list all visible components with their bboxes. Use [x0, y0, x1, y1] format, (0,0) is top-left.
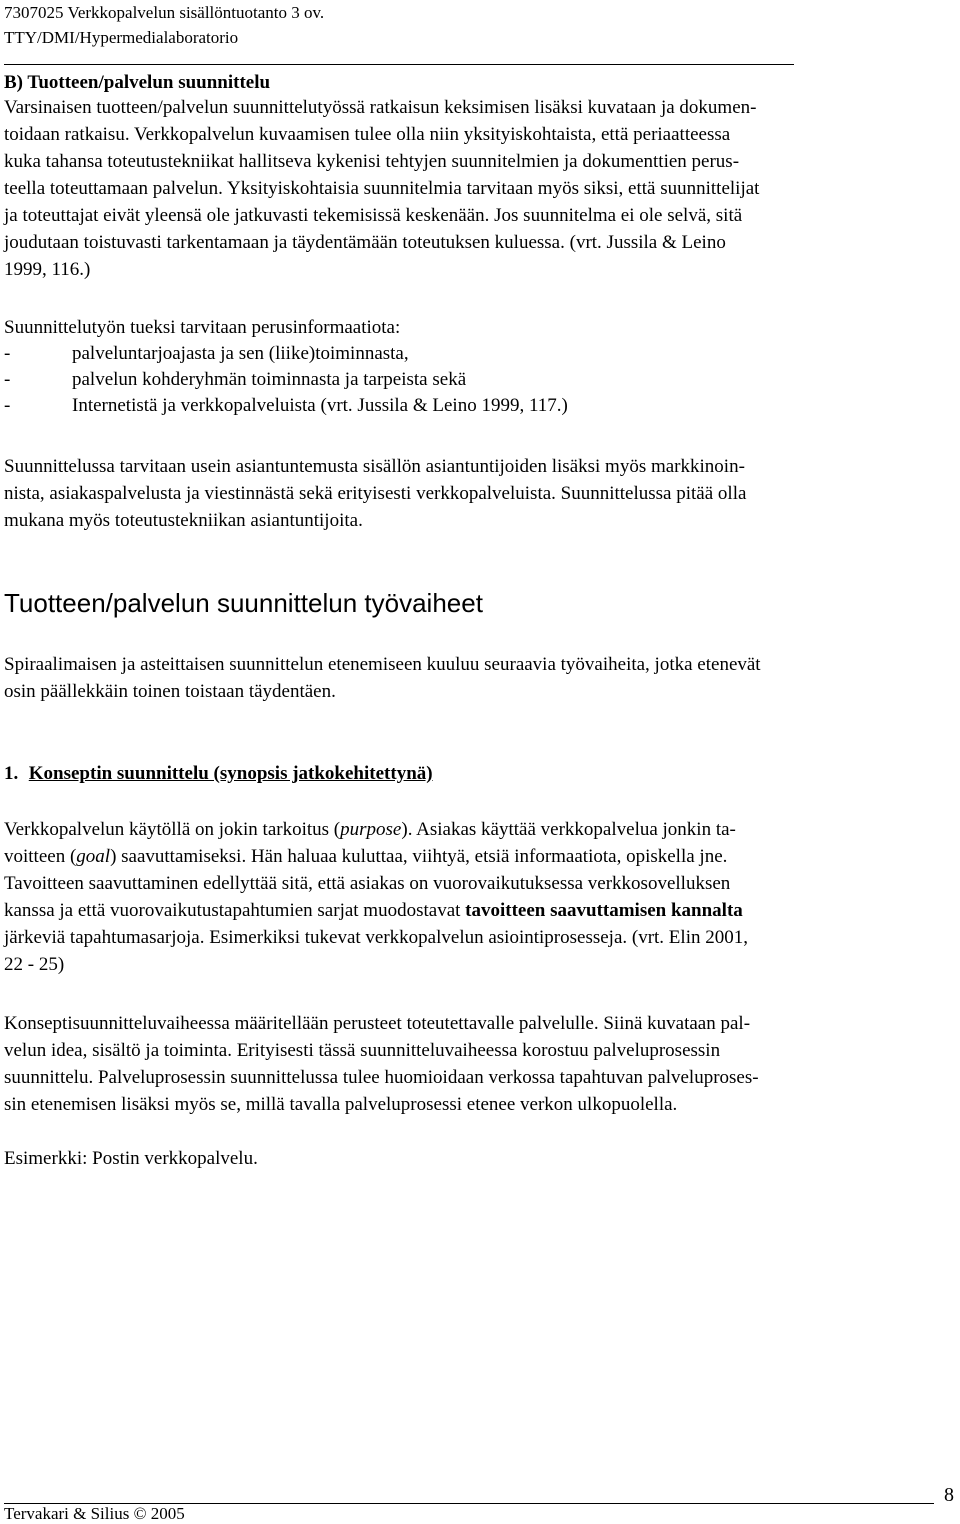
text-line: Suunnittelussa tarvitaan usein asiantuntemusta sisällön asiantuntijoiden lisäksi myös markkinoin-: [4, 456, 745, 477]
header-department-line: TTY/DMI/Hypermedialaboratorio: [4, 28, 239, 47]
text-line: Spiraalimaisen ja asteittaisen suunnittelun etenemiseen kuuluu seuraavia työvaiheita, jotka etenevät: [4, 654, 761, 675]
emphasis-text: tavoitteen saavuttamisen kannalta: [465, 900, 743, 921]
page-number: 8: [944, 1484, 954, 1506]
text-line: osin päällekkäin toinen toistaan täydentäen.: [4, 681, 336, 702]
concept-paragraph-2: [4, 1010, 956, 1118]
text-line: järkeviä tapahtumasarjoja. Esimerkiksi tukevat verkkopalvelun asiointiprosesseja. (vrt. Elin 2001,: [4, 927, 748, 948]
text-line: Verkkopalvelun käytöllä on jokin tarkoitus (purpose). Asiakas käyttää verkkopalvelua jonkin ta-: [4, 819, 736, 840]
section-b-paragraph-1: [4, 94, 956, 283]
text-line: joudutaan toistuvasti tarkentamaan ja täydentämään toteutuksen kuluessa. (vrt. Jussila & Leino: [4, 232, 726, 253]
header-course-line: 7307025 Verkkopalvelun sisällöntuotanto 3 ov.: [4, 3, 325, 22]
list-dash: -: [4, 395, 11, 416]
list-item-text: palveluntarjoajasta ja sen (liike)toiminnasta,: [72, 343, 409, 364]
text-line: suunnittelu. Palveluprosessin suunnittelussa tulee huomioidaan verkossa tapahtuvan palveluproses-: [4, 1067, 759, 1088]
footer-copyright: Tervakari & Silius © 2005: [4, 1504, 185, 1523]
term-goal: goal: [76, 846, 111, 867]
list-dash: -: [4, 343, 11, 364]
section-b-title: B) Tuotteen/palvelun suunnittelu: [4, 72, 271, 93]
phases-heading: Tuotteen/palvelun suunnittelun työvaiheet: [4, 588, 483, 618]
text-line: velun idea, sisältö ja toiminta. Erityisesti tässä suunnitteluvaiheessa korostuu palveluprosessin: [4, 1040, 721, 1061]
list-item: [4, 341, 956, 367]
list-item: [4, 367, 956, 393]
step-number: 1.: [4, 763, 19, 784]
text-line: Tavoitteen saavuttaminen edellyttää sitä, että asiakas on vuorovaikutuksessa verkkosovelluksen: [4, 873, 731, 894]
step-1-heading: [4, 761, 956, 787]
term-purpose: purpose: [340, 819, 402, 840]
section-b-paragraph-2: [4, 453, 956, 534]
text-line: teella toteuttamaan palvelun. Yksityiskohtaisia suunnitelmia tarvitaan myös siksi, että suunnittelijat: [4, 178, 760, 199]
text-line: 22 - 25): [4, 954, 65, 975]
text-line: kanssa ja että vuorovaikutustapahtumien sarjat muodostavat tavoitteen saavuttamisen kannalta: [4, 900, 743, 921]
text-line: mukana myös toteutustekniikan asiantuntijoita.: [4, 510, 363, 531]
list-item-text: Internetistä ja verkkopalveluista (vrt. Jussila & Leino 1999, 117.): [72, 395, 568, 416]
text-line: Varsinaisen tuotteen/palvelun suunnittelutyössä ratkaisun keksimisen lisäksi kuvataan ja dokumen-: [4, 97, 757, 118]
list-dash: -: [4, 369, 11, 390]
text-line: toidaan ratkaisu. Verkkopalvelun kuvaamisen tulee olla niin yksityiskohtaista, että periaatteessa: [4, 124, 731, 145]
text-line: ja toteuttajat eivät yleensä ole jatkuvasti tekemisissä keskenään. Jos suunnitelma ei ole selvä, sitä: [4, 205, 743, 226]
list-item-text: palvelun kohderyhmän toiminnasta ja tarpeista sekä: [72, 369, 467, 390]
phases-intro: [4, 651, 956, 705]
concept-paragraph-1: [4, 816, 956, 978]
text-line: Konseptisuunnitteluvaiheessa määritellään perusteet toteutettavalle palvelulle. Siinä kuvataan pal-: [4, 1013, 751, 1034]
list-intro: Suunnittelutyön tueksi tarvitaan perusinformaatiota:: [4, 317, 401, 338]
text-line: voitteen (goal) saavuttamiseksi. Hän haluaa kuluttaa, viihtyä, etsiä informaatiota, opiskella jne.: [4, 846, 728, 867]
info-list-block: [4, 315, 956, 419]
text-line: sin etenemisen lisäksi myös se, millä tavalla palveluprosessi etenee verkon ulkopuolella.: [4, 1094, 678, 1115]
text-line: nista, asiakaspalvelusta ja viestinnästä sekä erityisesti verkkopalveluista. Suunnittelussa pitää olla: [4, 483, 747, 504]
step-title: Konseptin suunnittelu (synopsis jatkokehitettynä): [28, 763, 433, 784]
section-b: [4, 71, 956, 283]
text-line: 1999, 116.): [4, 259, 91, 280]
list-item: [4, 393, 956, 419]
text-line: kuka tahansa toteutustekniikat hallitseva kykenisi tehtyjen suunnitelmien ja dokumenttien perus-: [4, 151, 740, 172]
header-divider: [4, 64, 794, 65]
example-line: Esimerkki: Postin verkkopalvelu.: [4, 1148, 258, 1169]
